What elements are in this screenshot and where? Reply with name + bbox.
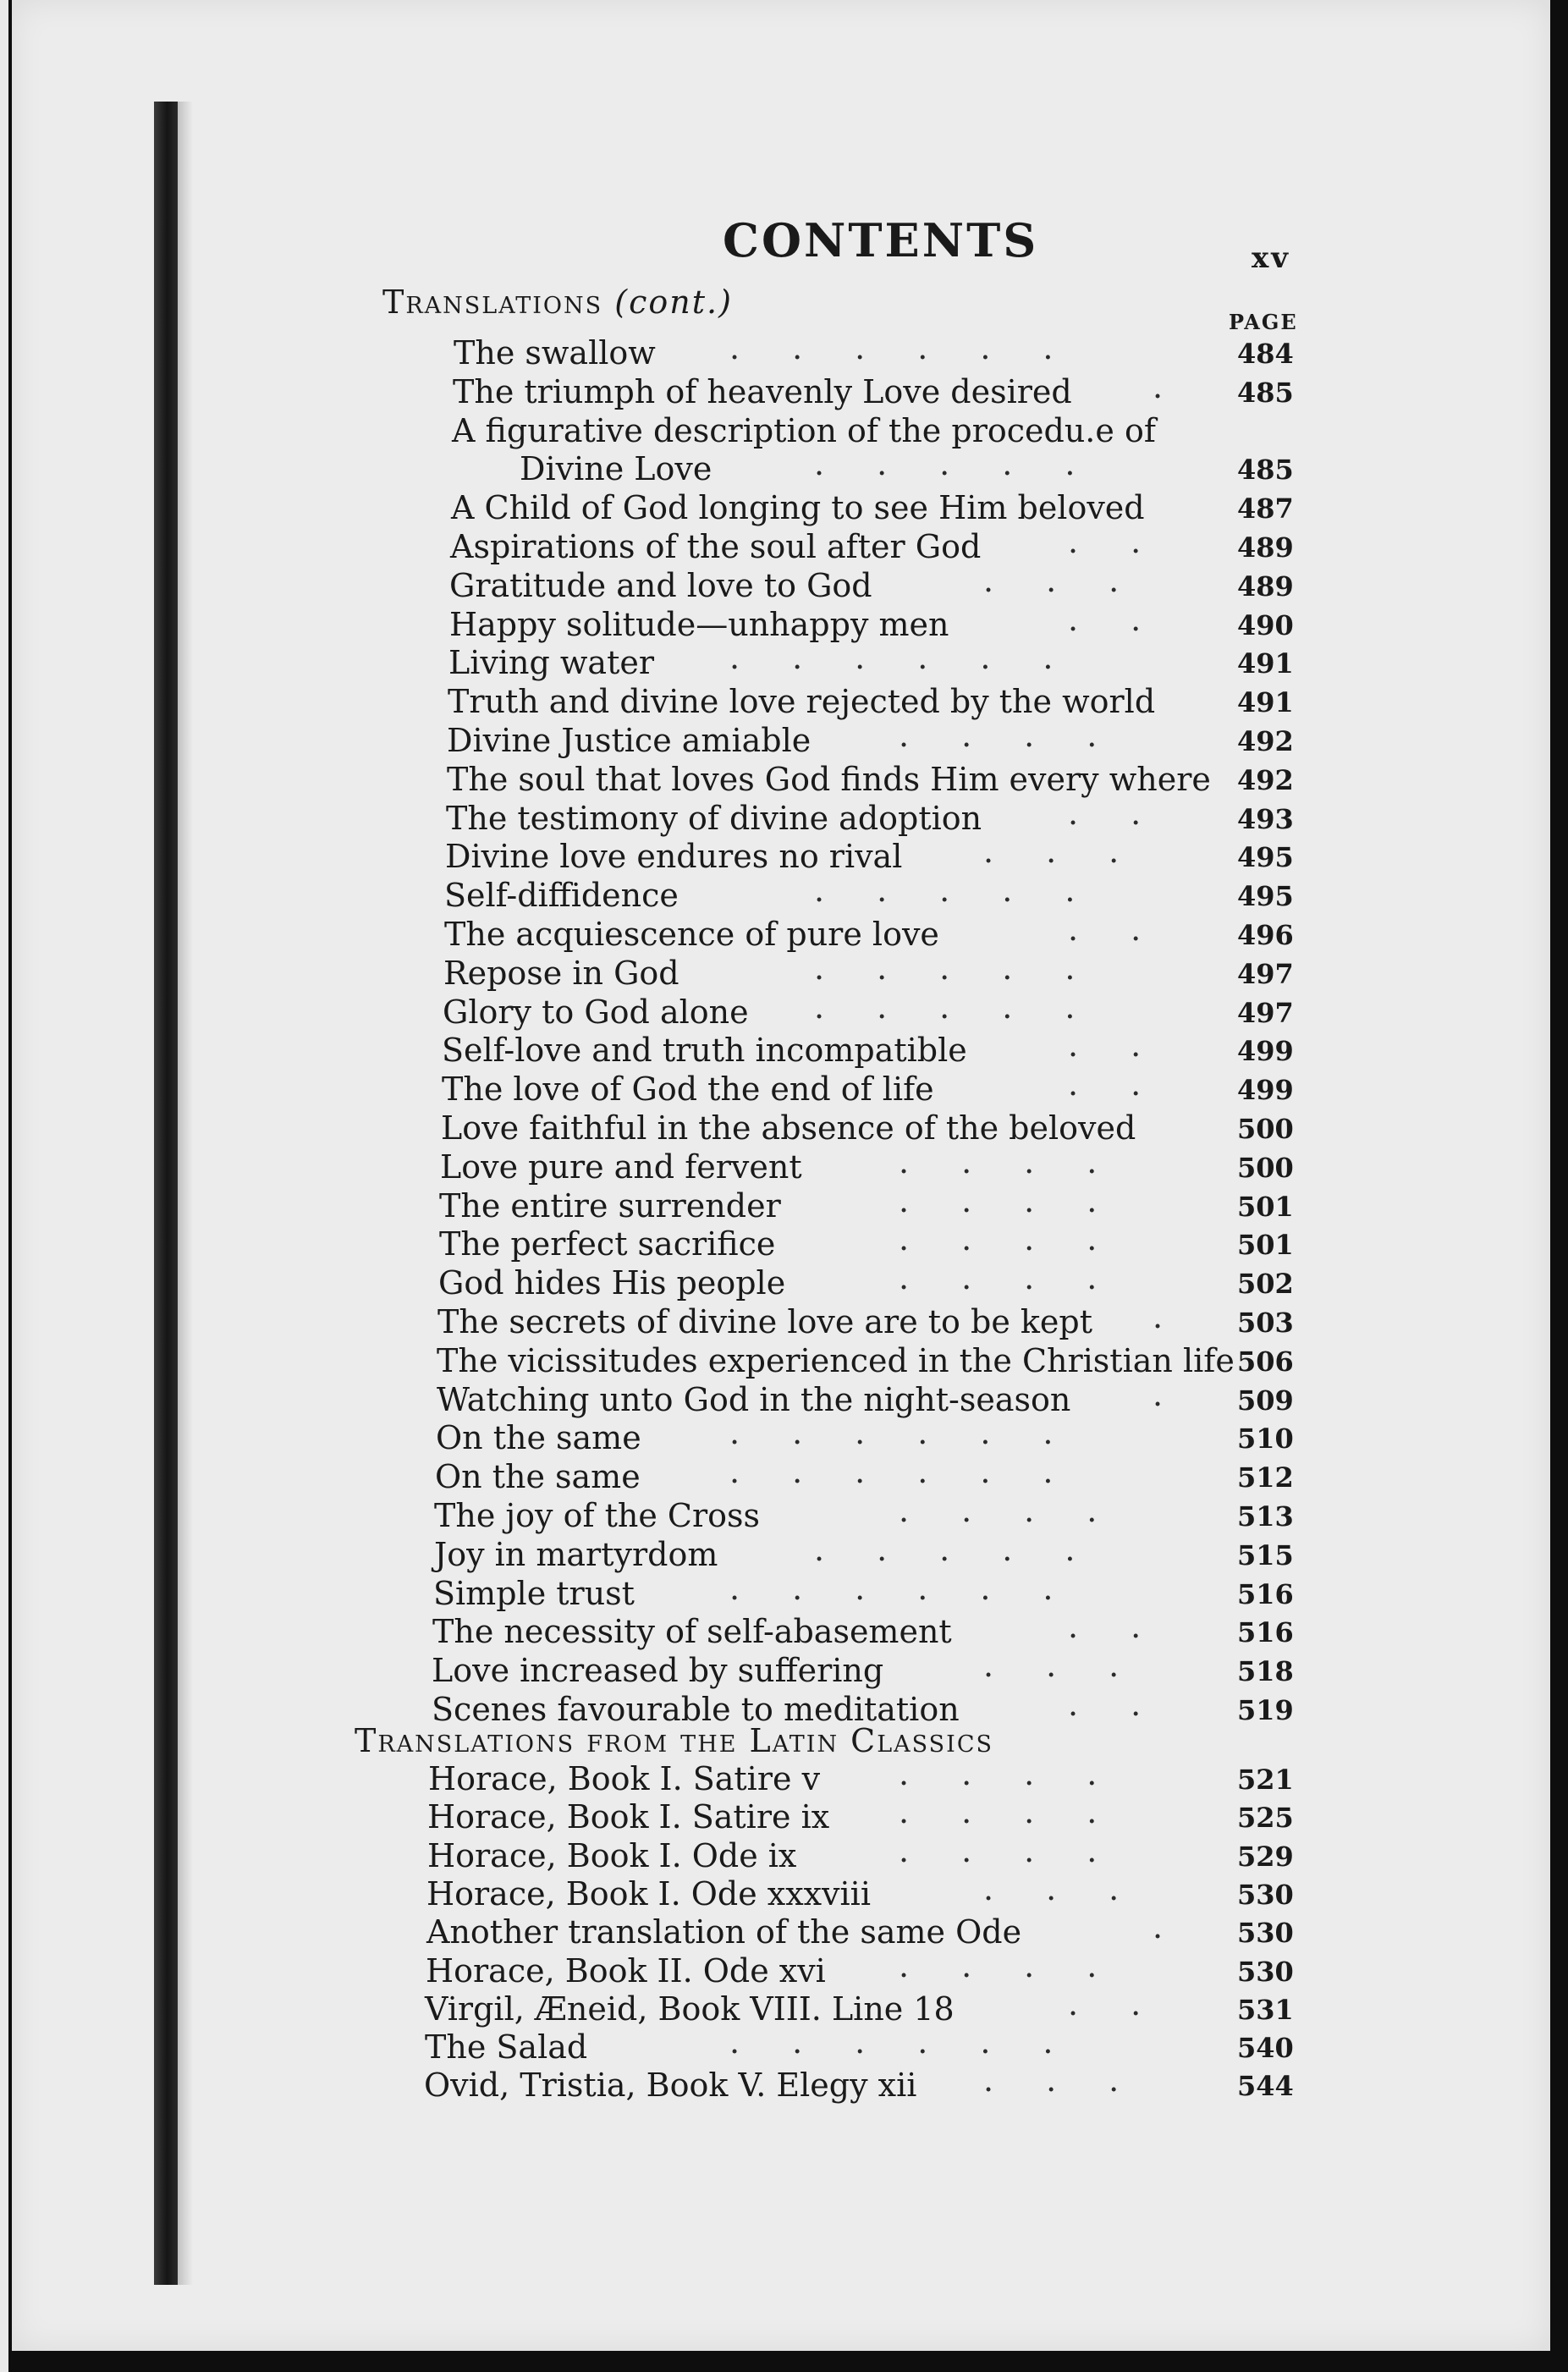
leader-dots: ..	[1068, 1984, 1194, 2023]
contents-entry-title: On the same	[435, 1458, 641, 1496]
leader-dots: ......	[729, 1414, 1106, 1452]
contents-entry-page: 501	[1237, 1229, 1294, 1262]
contents-entry-title: The swallow	[454, 334, 656, 371]
leader-dots: .....	[814, 949, 1128, 987]
leader-dots: ....	[899, 1946, 1150, 1984]
leader-dots: .	[1153, 1298, 1216, 1335]
contents-entry-title: The necessity of self-abasement	[432, 1613, 952, 1651]
contents-entry-title: Ovid, Tristia, Book V. Elegy xii	[424, 2067, 917, 2105]
contents-entry-title: Joy in martyrdom	[434, 1535, 718, 1573]
contents-entry-page: 544	[1237, 2070, 1294, 2103]
contents-entry-page: 515	[1237, 1538, 1294, 1571]
contents-entry-page: 500	[1237, 1113, 1294, 1145]
contents-entry-title: The joy of the Cross	[434, 1497, 761, 1534]
leader-dots: .....	[814, 1530, 1128, 1568]
contents-entry-title: Divine love endures no rival	[445, 838, 903, 876]
leader-dots: ..	[1068, 523, 1194, 560]
leader-dots: ..	[1068, 1026, 1194, 1065]
leader-dots: ...	[983, 561, 1172, 599]
leader-dots: ......	[729, 329, 1106, 366]
contents-entry-page: 540	[1237, 2032, 1294, 2065]
leader-dots: ....	[899, 1220, 1150, 1258]
contents-entry-title: The entire surrender	[439, 1186, 781, 1225]
leader-dots: ..	[1068, 1065, 1194, 1103]
contents-entry-title: Love pure and fervent	[440, 1147, 802, 1186]
contents-entry-page: 513	[1237, 1500, 1294, 1533]
leader-dots: ....	[899, 1831, 1150, 1869]
contents-entry-title: The triumph of heavenly Love desired	[453, 372, 1072, 410]
contents-entry-title: The soul that loves God finds Him every where	[447, 760, 1211, 798]
contents-entry-title: The perfect sacrifice	[439, 1225, 776, 1263]
contents-entry-page: 525	[1237, 1802, 1294, 1835]
contents-entry-page: 519	[1237, 1694, 1294, 1726]
contents-entry-page: 493	[1237, 802, 1294, 835]
contents-entry-title: Horace, Book II. Ode xvi	[426, 1951, 826, 1990]
contents-entry-title: The secrets of divine love are to be kept	[437, 1303, 1093, 1340]
contents-entry-page: 492	[1237, 763, 1294, 796]
contents-entry-title: Truth and divine love rejected by the world	[448, 683, 1156, 721]
contents-entry-page: 502	[1237, 1268, 1294, 1301]
contents-entry-title: On the same	[436, 1419, 641, 1457]
leader-dots: .	[1153, 367, 1216, 405]
contents-entry-page: 510	[1237, 1423, 1294, 1456]
contents-entry-title: The love of God the end of life	[442, 1070, 934, 1109]
contents-entry-page: 490	[1237, 608, 1294, 641]
contents-entry-title: Watching unto God in the night-season	[437, 1380, 1071, 1418]
contents-entry-page: 516	[1237, 1616, 1294, 1649]
contents-entry-page: 499	[1237, 1074, 1294, 1107]
contents-entry-title: Scenes favourable to meditation	[432, 1691, 960, 1728]
contents-entry-page: 496	[1237, 919, 1294, 951]
contents-entry-title: Aspirations of the soul after God	[450, 528, 982, 565]
contents-entry-continuation: Divine Love	[520, 450, 712, 488]
section-title: Translations	[382, 283, 603, 321]
contents-entry-page: 492	[1237, 725, 1294, 757]
section-title-suffix: (cont.)	[614, 283, 733, 321]
contents-entry-title: Self-love and truth incompatible	[442, 1032, 967, 1070]
leader-dots: ....	[899, 1181, 1150, 1219]
contents-entry-title: Love increased by suffering	[432, 1652, 884, 1690]
contents-entry-page: 489	[1237, 570, 1294, 603]
contents-entry-title: Simple trust	[433, 1574, 635, 1612]
contents-entry-page: 485	[1237, 454, 1294, 487]
leader-dots: .....	[814, 872, 1128, 910]
contents-list	[12, 0, 1550, 2351]
leader-dots: ..	[1068, 794, 1194, 832]
contents-entry-title: Gratitude and love to God	[449, 566, 872, 604]
contents-entry-page: 501	[1237, 1190, 1294, 1223]
contents-entry-page: 518	[1237, 1655, 1294, 1688]
contents-entry-page: 495	[1237, 841, 1294, 874]
contents-entry-page: 489	[1237, 531, 1294, 564]
contents-entry-page: 512	[1237, 1461, 1294, 1494]
contents-entry-title: Divine Justice amiable	[447, 722, 812, 759]
contents-entry-page: 487	[1237, 493, 1294, 526]
contents-entry-page: 530	[1237, 1878, 1294, 1911]
scan-border	[0, 0, 8, 2372]
leader-dots: .....	[814, 445, 1128, 483]
contents-entry-page: 484	[1237, 338, 1294, 370]
contents-entry-page: 497	[1237, 996, 1294, 1029]
page-number: xv	[1252, 241, 1291, 275]
leader-dots: .	[1153, 1375, 1216, 1413]
page-title: CONTENTS	[723, 213, 1039, 267]
contents-entry-title: Glory to God alone	[443, 993, 749, 1031]
leader-dots: ...	[983, 833, 1172, 871]
contents-entry-title: A figurative description of the procedu.e of	[452, 411, 1156, 449]
contents-entry-title: Horace, Book I. Ode ix	[427, 1836, 797, 1874]
leader-dots: ..	[1068, 911, 1194, 948]
leader-dots: ....	[899, 1259, 1150, 1297]
contents-entry-page: 516	[1237, 1577, 1294, 1610]
contents-entry-page: 497	[1237, 957, 1294, 990]
contents-entry-title: Living water	[448, 644, 654, 682]
contents-entry-title: Repose in God	[443, 954, 679, 992]
contents-entry-page: 503	[1237, 1307, 1294, 1339]
contents-entry-page: 531	[1237, 1993, 1294, 2026]
contents-entry-title: Happy solitude—unhappy men	[449, 605, 949, 643]
leader-dots: ...	[983, 1647, 1172, 1685]
contents-entry-page: 500	[1237, 1151, 1294, 1184]
leader-dots: ......	[729, 639, 1106, 677]
leader-dots: ....	[899, 1793, 1150, 1831]
contents-entry-page: 530	[1237, 1917, 1294, 1950]
contents-entry-title: Self-diffidence	[444, 877, 679, 915]
contents-entry-page: 499	[1237, 1035, 1294, 1068]
leader-dots: ......	[729, 1453, 1106, 1491]
contents-entry-title: The acquiescence of pure love	[444, 916, 939, 953]
contents-entry-title: God hides His people	[438, 1264, 786, 1302]
contents-entry-page: 485	[1237, 376, 1294, 409]
contents-entry-title: Horace, Book I. Satire v	[428, 1760, 821, 1797]
contents-entry-title: Horace, Book I. Satire ix	[427, 1798, 830, 1836]
leader-dots: ....	[899, 1142, 1150, 1180]
leader-dots: .....	[814, 988, 1128, 1026]
contents-entry-page: 530	[1237, 1955, 1294, 1988]
contents-entry-page: 509	[1237, 1384, 1294, 1417]
contents-entry-page: 491	[1237, 686, 1294, 719]
leader-dots: ....	[899, 1492, 1150, 1529]
contents-entry-page: 529	[1237, 1840, 1294, 1873]
book-page	[12, 0, 1550, 2351]
contents-entry-page: 491	[1237, 647, 1294, 680]
contents-entry-title: Horace, Book I. Ode xxxviii	[426, 1874, 871, 1912]
contents-entry-title: Love faithful in the absence of the beloved	[441, 1109, 1136, 1147]
page-column-label: PAGE	[1229, 310, 1298, 334]
contents-entry-title: Virgil, Æneid, Book VIII. Line 18	[425, 1990, 955, 2028]
contents-entry-title: The vicissitudes experienced in the Christian life	[437, 1341, 1235, 1379]
leader-dots: ...	[983, 2061, 1172, 2100]
leader-dots: ....	[899, 717, 1150, 754]
contents-entry-title: The testimony of divine adoption	[446, 799, 982, 837]
contents-entry-title: A Child of God longing to see Him beloved	[451, 489, 1145, 527]
contents-entry-title: Another translation of the same Ode	[426, 1913, 1022, 1951]
leader-dots: ..	[1068, 1686, 1194, 1723]
contents-entry-page: 495	[1237, 880, 1294, 913]
leader-dots: ...	[983, 1869, 1172, 1907]
section-title: Translations from the Latin Classics	[355, 1722, 994, 1759]
contents-entry-title: The Salad	[425, 2028, 588, 2067]
leader-dots: ......	[729, 1569, 1106, 1607]
contents-entry-page: 521	[1237, 1764, 1294, 1796]
leader-dots: ......	[729, 2023, 1106, 2061]
leader-dots: ..	[1068, 1608, 1194, 1646]
leader-dots: .	[1153, 1908, 1216, 1946]
leader-dots: ..	[1068, 600, 1194, 638]
contents-entry-page: 506	[1237, 1345, 1294, 1378]
leader-dots: ....	[899, 1755, 1150, 1792]
